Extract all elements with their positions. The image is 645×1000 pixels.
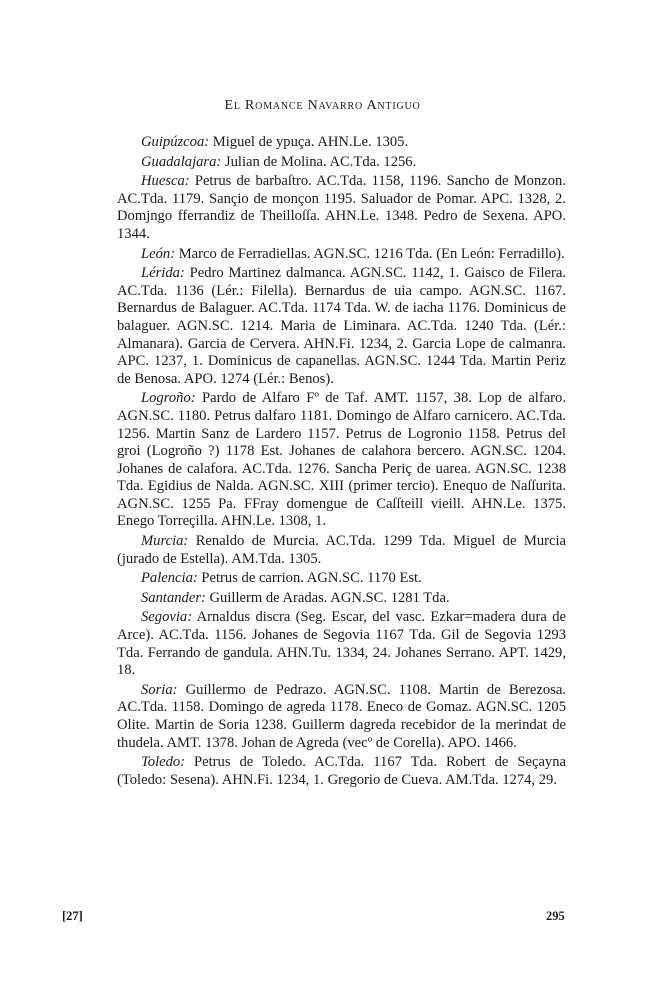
list-item — [117, 246, 566, 264]
list-item — [117, 173, 566, 243]
place-label: Soria: — [141, 681, 178, 698]
entry-text: Petrus de Toledo. AC.Tda. 1167 Tda. Robert de Seçayna (Toledo: Sesena). AHN.Fi. 1234, 1. Gregorio de Cueva. AM.Tda. 1274, 29. — [117, 754, 566, 788]
list-item — [117, 570, 566, 588]
entry-text: Miguel de ypuça. AHN.Le. 1305. — [209, 134, 409, 150]
place-label: Logroño: — [141, 390, 196, 407]
entry-text: Guillermo de Pedrazo. AGN.SC. 1108. Martin de Berezosa. AC.Tda. 1158. Domingo de agreda 1178. Eneco de Gomaz. AGN.SC. 1205 Olite. Martin de Soria 1238. Guillerm dagreda recebidor de la merindat de thudela. AMT. 1378. Johan de Agreda (vecº de Corella). APO. 1466. — [117, 681, 566, 751]
list-item — [117, 609, 566, 679]
running-title: El Romance Navarro Antiguo — [224, 98, 421, 113]
place-name-list — [117, 134, 566, 791]
place-label: Huesca: — [141, 173, 190, 190]
entry-text: Marco de Ferradiellas. AGN.SC. 1216 Tda. (En León: Ferradillo). — [175, 245, 565, 262]
place-label: Palencia: — [141, 570, 198, 587]
entry-text: Guillerm de Aradas. AGN.SC. 1281 Tda. — [205, 589, 450, 606]
page-number: 295 — [546, 909, 565, 923]
place-label: Guadalajara: — [141, 153, 222, 170]
list-item — [117, 754, 566, 789]
entry-text: Julian de Molina. AC.Tda. 1256. — [221, 153, 417, 170]
entry-text: Petrus de carrion. AGN.SC. 1170 Est. — [197, 570, 422, 587]
entry-text: Pardo de Alfaro Fº de Taf. AMT. 1157, 38. Lop de alfaro. AGN.SC. 1180. Petrus dalfaro 1181. Domingo de Alfaro carnicero. AC.Tda. 1256. Martin Sanz de Lardero 1157. Petrus de Logronio 1158. Petrus del groi (Logroño ?) 1178 Est. Johanes de calahora bercero. AGN.SC. 1204. Johanes de calafora. AC.Tda. 1276. Sancha Periç de uarea. AGN.SC. 1238 Tda. Egidius de Nalda. AGN.SC. XIII (primer tercio). Enequo de Naſſurita. AGN.SC. 1255 Pa. FFray domengue de Caſſteill vieill. AHN.Le. 1375. Enego Torreçilla. AHN.Le. 1308, 1. — [117, 390, 566, 530]
place-label: Lérida: — [141, 265, 185, 282]
list-item — [117, 265, 566, 388]
entry-text: Pedro Martinez dalmanca. AGN.SC. 1142, 1. Gaisco de Filera. AC.Tda. 1136 (Lér.: Filella). Bernardus de uia campo. AGN.SC. 1167. Bernardus de Balaguer. AC.Tda. 1174 Tda. W. de iacha 1176. Dominicus de balaguer. AGN.SC. 1214. Maria de Liminara. AC.Tda. 1240 Tda. (Lér.: Almanara). Garcia de Cervera. AHN.Fi. 1234, 2. Garcia Lope de calmanra. APC. 1237, 1. Dominicus de capanellas. AGN.SC. 1244 Tda. Martin Periz de Benosa. APO. 1274 (Lér.: Benos). — [117, 265, 566, 387]
entry-text: Arnaldus discra (Seg. Escar, del vasc. Ezkar=madera dura de Arce). AC.Tda. 1156. Johanes de Segovia 1167 Tda. Gil de Segovia 1293 Tda. Ferrando de gandula. AHN.Tu. 1334, 24. Johanes Serrano. APT. 1429, 18. — [117, 609, 566, 679]
place-label: Toledo: — [141, 754, 186, 771]
list-item — [117, 134, 566, 152]
list-item — [117, 590, 566, 608]
section-number: [27] — [62, 909, 83, 923]
list-item — [117, 390, 566, 531]
entry-text: Renaldo de Murcia. AC.Tda. 1299 Tda. Miguel de Murcia (jurado de Estella). AM.Tda. 1305. — [117, 533, 566, 567]
place-label: Guipúzcoa: — [141, 134, 210, 150]
place-label: Segovia: — [141, 609, 193, 626]
place-label: León: — [141, 245, 176, 262]
list-item — [117, 533, 566, 568]
list-item — [117, 154, 566, 172]
place-label: Santander: — [141, 589, 206, 606]
entry-text: Petrus de barbaſtro. AC.Tda. 1158, 1196. Sancho de Monzon. AC.Tda. 1179. Sançio de monçon 1195. Saluador de Pomar. APC. 1328, 2. Domjngo fferrandiz de Theilloſſa. AHN.Le. 1348. Pedro de Sexena. APO. 1344. — [117, 173, 566, 242]
list-item — [117, 682, 566, 752]
place-label: Murcia: — [141, 533, 189, 550]
